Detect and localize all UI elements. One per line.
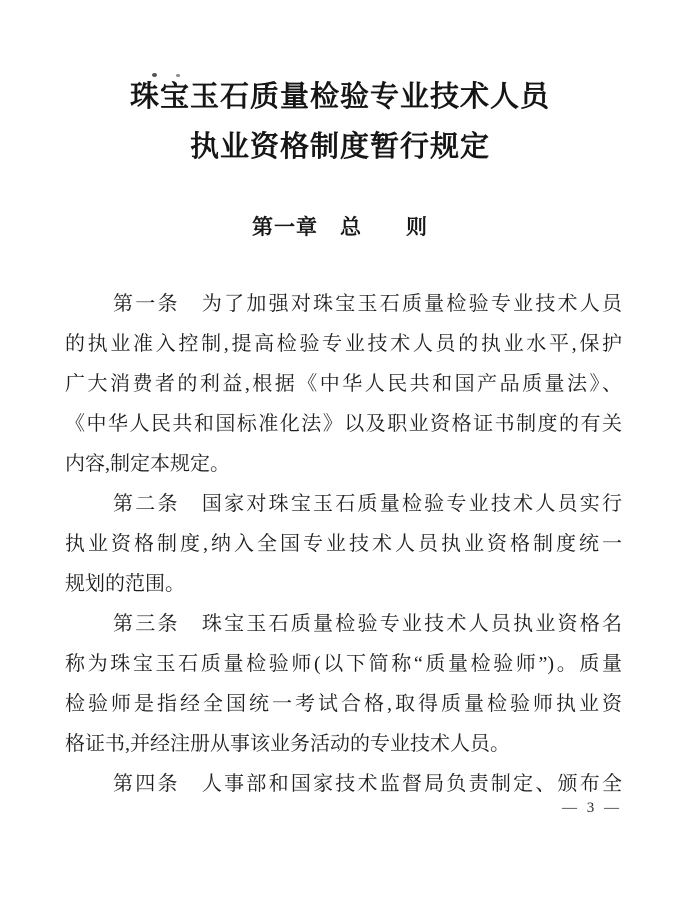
paragraph-article-3 — [65, 604, 622, 764]
title-line-2: 执业资格制度暂行规定 — [189, 131, 490, 163]
text-line: 格证书,并经注册从事该业务活动的专业技术人员。 — [65, 733, 510, 755]
text-line: 第一条 为了加强对珠宝玉石质量检验专业技术人员 — [113, 293, 622, 315]
text-line: 称为珠宝玉石质量检验师(以下简称“质量检验师”)。质量 — [65, 653, 622, 675]
paragraph-article-1 — [65, 284, 622, 484]
document-body — [0, 284, 680, 804]
scan-speck — [152, 73, 157, 77]
text-line: 《中华人民共和国标准化法》以及职业资格证书制度的有关 — [65, 413, 622, 435]
text-line: 规划的范围。 — [65, 573, 185, 595]
text-line: 内容,制定本规定。 — [65, 453, 230, 475]
document-title — [0, 0, 680, 172]
chapter-heading: 第一章 总 则 — [252, 216, 428, 239]
page-number: — 3 — — [562, 800, 622, 816]
paragraph-article-2 — [65, 484, 622, 604]
text-line: 执业资格制度,纳入全国专业技术人员执业资格制度统一 — [65, 533, 622, 555]
scan-speck — [176, 74, 180, 77]
text-line: 的执业准入控制,提高检验专业技术人员的执业水平,保护 — [65, 333, 622, 355]
text-line: 广大消费者的利益,根据《中华人民共和国产品质量法》、 — [65, 373, 622, 395]
text-line: 检验师是指经全国统一考试合格,取得质量检验师执业资 — [65, 693, 622, 715]
paragraph-article-4 — [65, 764, 622, 804]
text-line: 第二条 国家对珠宝玉石质量检验专业技术人员实行 — [113, 493, 622, 515]
text-line: 第四条 人事部和国家技术监督局负责制定、颁布全 — [113, 773, 622, 795]
title-line-1: 珠宝玉石质量检验专业技术人员 — [129, 81, 550, 113]
text-line: 第三条 珠宝玉石质量检验专业技术人员执业资格名 — [113, 613, 622, 635]
